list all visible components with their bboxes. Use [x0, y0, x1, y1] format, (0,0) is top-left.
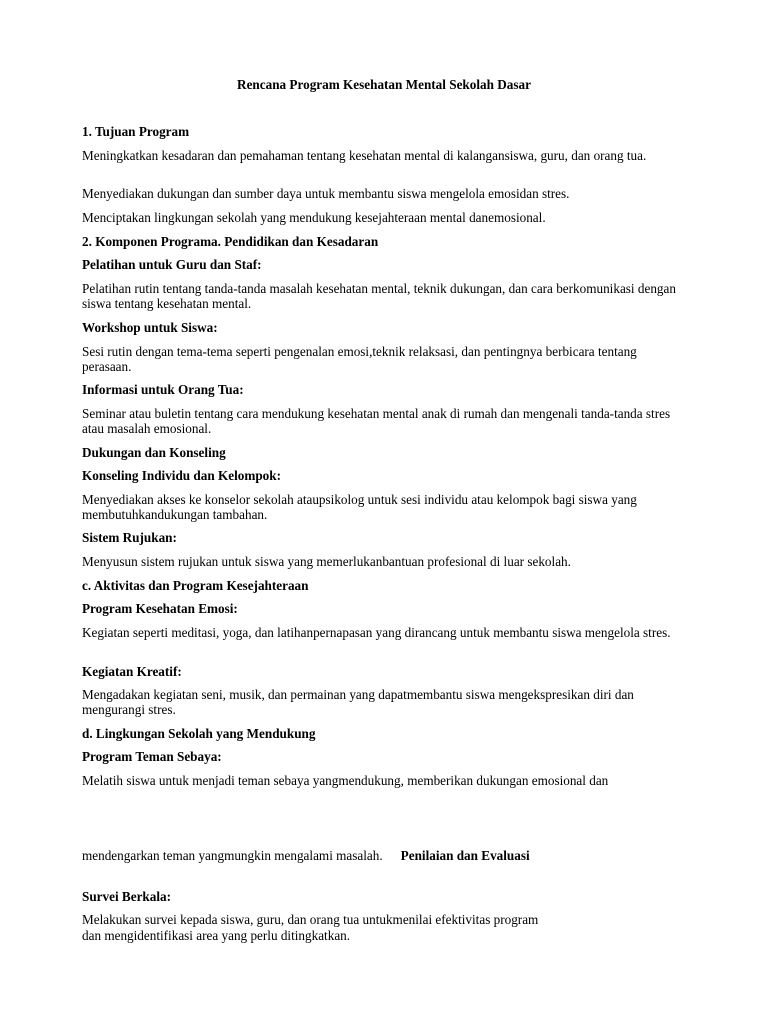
paragraph-teman-sebaya-tail: mendengarkan teman yangmungkin mengalami masalah. — [82, 848, 383, 863]
paragraph-orang-tua: Seminar atau buletin tentang cara mendukung kesehatan mental anak di rumah dan mengenali tanda-tanda stres atau masalah emosional. — [82, 406, 671, 436]
section-heading-tujuan: 1. Tujuan Program — [82, 124, 190, 139]
paragraph-teman-sebaya: Melatih siswa untuk menjadi teman sebaya yangmendukung, memberikan dukungan emosional dan — [82, 773, 609, 788]
paragraph-emosi: Kegiatan seperti meditasi, yoga, dan latihanpernapasan yang dirancang untuk membantu siswa mengelola stres. — [82, 625, 671, 640]
subheading-workshop: Workshop untuk Siswa: — [82, 320, 218, 335]
section-heading-aktivitas: c. Aktivitas dan Program Kesejahteraan — [82, 578, 309, 593]
paragraph-survei-1: Melakukan survei kepada siswa, guru, dan orang tua untukmenilai efektivitas program — [82, 912, 539, 927]
section-heading-lingkungan: d. Lingkungan Sekolah yang Mendukung — [82, 726, 316, 741]
subheading-orang-tua: Informasi untuk Orang Tua: — [82, 382, 244, 397]
subheading-dukungan: Dukungan dan Konseling — [82, 445, 226, 460]
paragraph-survei-2: dan mengidentifikasi area yang perlu ditingkatkan. — [82, 928, 351, 943]
paragraph-pelatihan: Pelatihan rutin tentang tanda-tanda masalah kesehatan mental, teknik dukungan, dan cara berkomunikasi dengan siswa tentang kesehatan mental. — [82, 281, 676, 311]
paragraph-rujukan: Menyusun sistem rujukan untuk siswa yang memerlukanbantuan profesional di luar sekolah. — [82, 554, 571, 569]
paragraph-kreatif: Mengadakan kegiatan seni, musik, dan permainan yang dapatmembantu siswa mengekspresikan diri dan mengurangi stres. — [82, 687, 634, 717]
section-heading-komponen: 2. Komponen Programa. Pendidikan dan Kesadaran — [82, 234, 379, 249]
document-title: Rencana Program Kesehatan Mental Sekolah Dasar — [237, 77, 531, 92]
subheading-rujukan: Sistem Rujukan: — [82, 530, 177, 545]
paragraph-teman-sebaya-continued — [82, 848, 688, 863]
paragraph-tujuan-1: Meningkatkan kesadaran dan pemahaman tentang kesehatan mental di kalangansiswa, guru, dan orang tua. — [82, 148, 647, 163]
subheading-kreatif: Kegiatan Kreatif: — [82, 664, 182, 679]
subheading-teman-sebaya: Program Teman Sebaya: — [82, 749, 222, 764]
subheading-emosi: Program Kesehatan Emosi: — [82, 601, 238, 616]
subheading-survei: Survei Berkala: — [82, 889, 172, 904]
subheading-konseling: Konseling Individu dan Kelompok: — [82, 468, 281, 483]
paragraph-tujuan-2: Menyediakan dukungan dan sumber daya untuk membantu siswa mengelola emosidan stres. — [82, 186, 570, 201]
paragraph-konseling: Menyediakan akses ke konselor sekolah ataupsikolog untuk sesi individu atau kelompok bagi siswa yang membutuhkandukungan tambahan. — [82, 492, 637, 522]
paragraph-tujuan-3: Menciptakan lingkungan sekolah yang mendukung kesejahteraan mental danemosional. — [82, 210, 546, 225]
subheading-pelatihan: Pelatihan untuk Guru dan Staf: — [82, 257, 262, 272]
paragraph-workshop: Sesi rutin dengan tema-tema seperti pengenalan emosi,teknik relaksasi, dan pentingnya berbicara tentang perasaan. — [82, 344, 637, 374]
section-heading-evaluasi: Penilaian dan Evaluasi — [400, 848, 530, 863]
